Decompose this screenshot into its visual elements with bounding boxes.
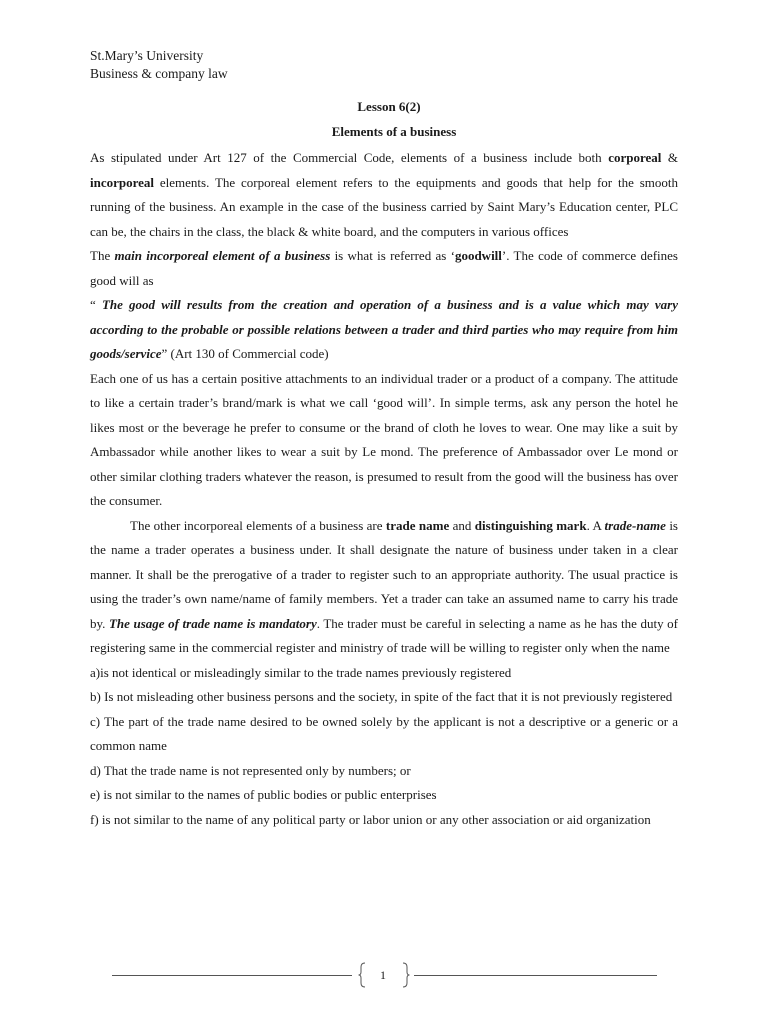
- list-item: d) That the trade name is not represented only by numbers; or: [90, 762, 411, 778]
- section-title: Elements of a business: [331, 124, 457, 139]
- document-body: [90, 146, 678, 832]
- page-number: 1: [380, 968, 386, 982]
- list-item: a)is not identical or misleadingly similar to the trade names previously registered: [90, 664, 512, 680]
- paragraph-attachment: Each one of us has a certain positive attachments to an individual trader or a product of a company. The attitude to like a certain trader’s brand/mark is what we call ‘good will’. In simple terms, ask any person the hotel he likes most or the beverage he prefer to consume or the brand of cloth he loves to wear. One may like a suit by Ambassador while another likes to wear a suit by Le mond. The preference of Ambassador over Le mond or other similar clothing traders whatever the reason, is presumed to result from the good will the business has over the consumer.: [90, 370, 678, 508]
- university-name: St.Mary’s University: [90, 48, 204, 63]
- list-item: e) is not similar to the names of public bodies or public enterprises: [90, 787, 437, 802]
- footer-divider-right: [414, 975, 657, 976]
- goodwill-definition-quote: “ The good will results from the creation and operation of a business and is a value which may vary according to the probable or possible relations between a trader and third parties who may require from him goods/service” (Art 130 of Commercial code): [90, 297, 678, 361]
- paragraph-elements: As stipulated under Art 127 of the Commercial Code, elements of a business include both corporeal & incorporeal elements. The corporeal element refers to the equipments and goods that help for the smooth running of the business. An example in the case of the business carried by Saint Mary’s Education center, PLC can be, the chairs in the class, the black & white board, and the computers in various offices: [90, 150, 678, 239]
- page-footer: [112, 960, 657, 990]
- list-item: b) Is not misleading other business persons and the society, in spite of the fact that it is not previously registered: [90, 689, 673, 704]
- document-header: [90, 47, 228, 83]
- paragraph-trade-name: The other incorporeal elements of a business are trade name and distinguishing mark. A trade-name is the name a trader operates a business under. It shall designate the nature of business under taken in a clear manner. It shall be the prerogative of a trader to register such to an appropriate authority. The usual practice is using the trader’s own name/name of family members. Yet a trader can take an assumed name to carry his trade by. The usage of trade name is mandatory. The trader must be careful in selecting a name as he has the duty of registering same in the commercial register and ministry of trade will be willing to register only when the name: [90, 517, 678, 655]
- footer-divider-left: [112, 975, 352, 976]
- paragraph-goodwill: The main incorporeal element of a business is what is referred as ‘goodwill’. The code of commerce defines good will as: [90, 248, 678, 288]
- course-name: Business & company law: [90, 66, 228, 81]
- list-item: f) is not similar to the name of any political party or labor union or any other association or aid organization: [90, 811, 651, 827]
- list-item: c) The part of the trade name desired to be owned solely by the applicant is not a descriptive or a generic or a common name: [90, 713, 678, 753]
- right-brace-icon: [402, 962, 410, 988]
- lesson-number: Lesson 6(2): [357, 99, 421, 114]
